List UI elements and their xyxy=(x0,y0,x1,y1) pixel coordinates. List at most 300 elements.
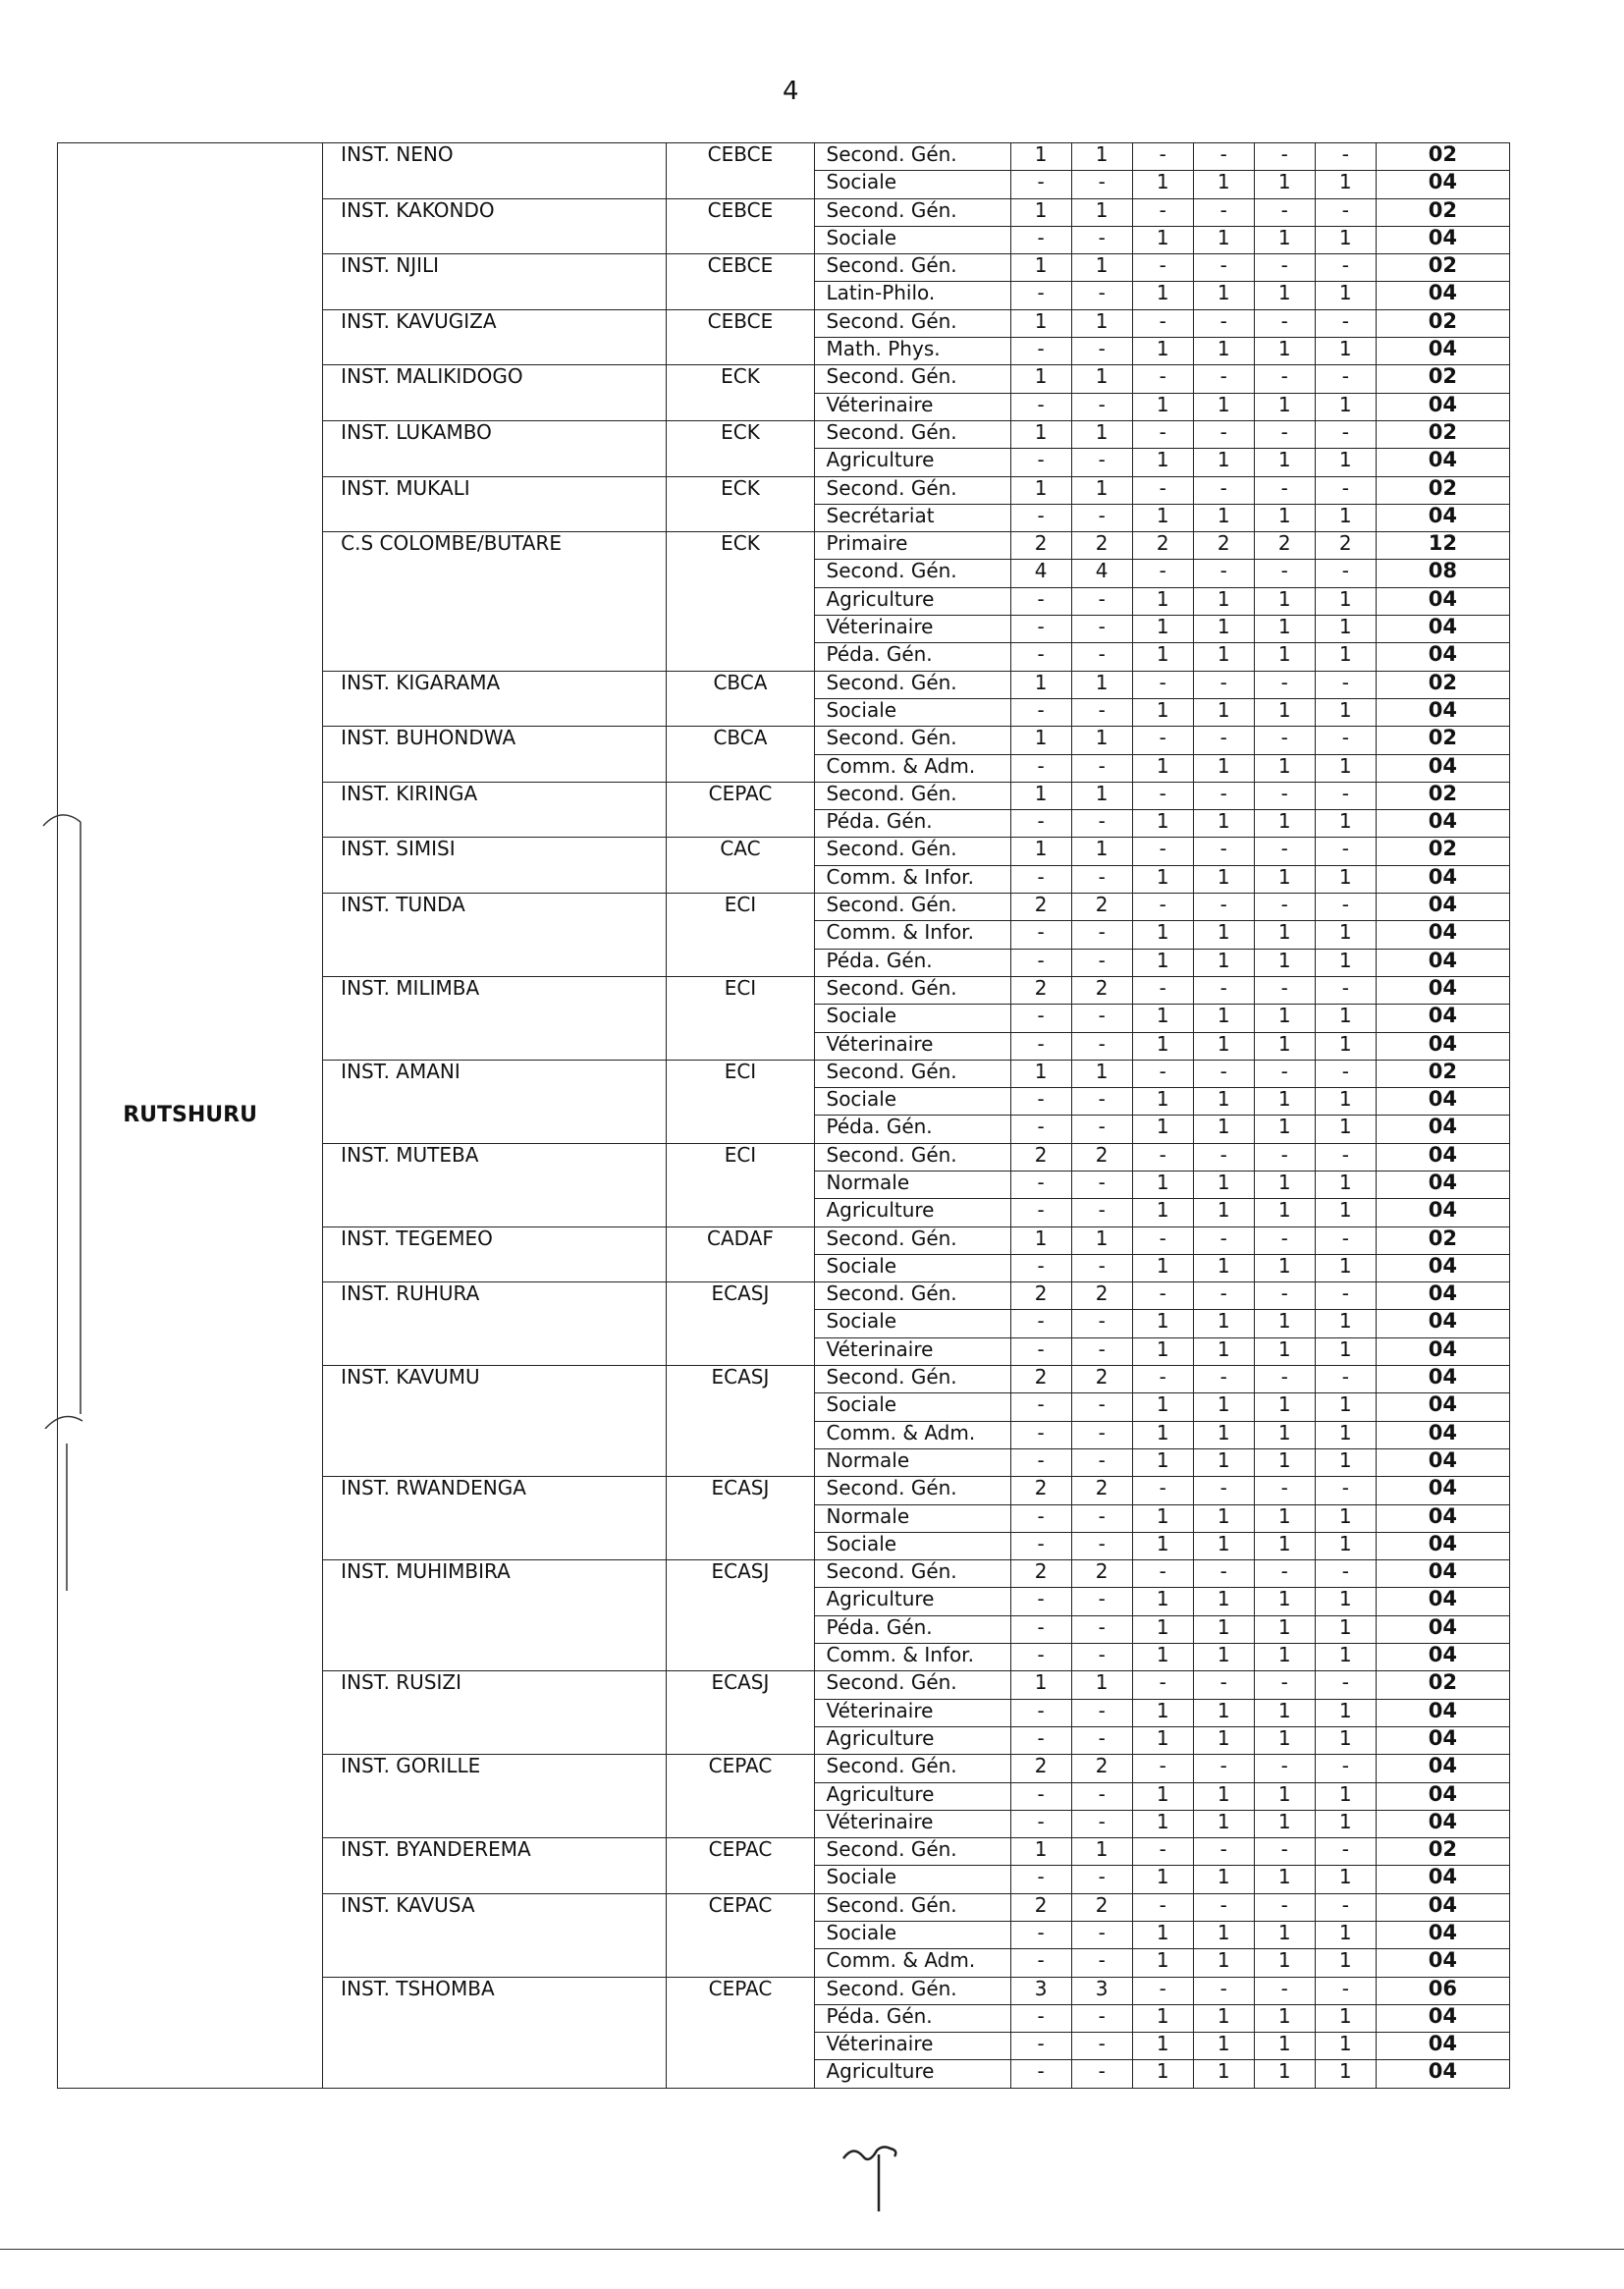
class-count-cell: 3 xyxy=(1071,1977,1132,2004)
class-count-cell: - xyxy=(1193,560,1254,587)
total-cell: 04 xyxy=(1376,1199,1509,1226)
class-count-cell: 1 xyxy=(1132,1532,1193,1559)
class-count-cell: 1 xyxy=(1254,171,1315,198)
class-count-cell: - xyxy=(1132,143,1193,171)
class-count-cell: 1 xyxy=(1254,1532,1315,1559)
class-count-cell: - xyxy=(1315,560,1376,587)
class-count-cell: - xyxy=(1254,894,1315,921)
class-count-cell: 1 xyxy=(1193,1171,1254,1198)
class-count-cell: 1 xyxy=(1071,476,1132,504)
class-count-cell: 2 xyxy=(1071,1477,1132,1504)
class-count-cell: 1 xyxy=(1315,1254,1376,1281)
class-count-cell: - xyxy=(1193,1226,1254,1254)
class-count-cell: 1 xyxy=(1010,838,1071,865)
option-cell: Péda. Gén. xyxy=(814,1615,1010,1643)
option-cell: Second. Gén. xyxy=(814,1366,1010,1393)
class-count-cell: 1 xyxy=(1315,2033,1376,2060)
class-count-cell: - xyxy=(1071,1949,1132,1977)
class-count-cell: 1 xyxy=(1132,393,1193,420)
class-count-cell: 1 xyxy=(1132,1949,1193,1977)
option-cell: Péda. Gén. xyxy=(814,949,1010,976)
class-count-cell: 1 xyxy=(1071,1060,1132,1087)
class-count-cell: 1 xyxy=(1254,1171,1315,1198)
class-count-cell: 1 xyxy=(1254,1421,1315,1448)
class-count-cell: - xyxy=(1193,1366,1254,1393)
total-cell: 04 xyxy=(1376,1032,1509,1060)
class-count-cell: 1 xyxy=(1132,1171,1193,1198)
class-count-cell: 2 xyxy=(1010,894,1071,921)
class-count-cell: - xyxy=(1010,1171,1071,1198)
class-count-cell: 1 xyxy=(1315,1088,1376,1116)
class-count-cell: - xyxy=(1193,1477,1254,1504)
class-count-cell: - xyxy=(1315,1143,1376,1171)
option-cell: Véterinaire xyxy=(814,616,1010,643)
class-count-cell: 1 xyxy=(1132,1644,1193,1671)
class-count-cell: 2 xyxy=(1071,976,1132,1004)
class-count-cell: - xyxy=(1010,393,1071,420)
option-cell: Second. Gén. xyxy=(814,894,1010,921)
class-count-cell: - xyxy=(1010,1310,1071,1337)
class-count-cell: 1 xyxy=(1193,504,1254,531)
option-cell: Péda. Gén. xyxy=(814,810,1010,838)
class-count-cell: - xyxy=(1193,143,1254,171)
class-count-cell: 1 xyxy=(1071,782,1132,809)
class-count-cell: - xyxy=(1010,1421,1071,1448)
class-count-cell: - xyxy=(1193,894,1254,921)
class-count-cell: - xyxy=(1071,865,1132,893)
class-count-cell: 1 xyxy=(1071,1226,1132,1254)
option-cell: Second. Gén. xyxy=(814,1977,1010,2004)
class-count-cell: 2 xyxy=(1132,532,1193,560)
class-count-cell: - xyxy=(1193,1560,1254,1588)
class-count-cell: - xyxy=(1071,1644,1132,1671)
school-name-cell: INST. KAVUMU xyxy=(323,1366,667,1477)
class-count-cell: 1 xyxy=(1315,1116,1376,1143)
class-count-cell: 1 xyxy=(1254,643,1315,671)
class-count-cell: - xyxy=(1315,1671,1376,1699)
class-count-cell: 1 xyxy=(1132,1199,1193,1226)
option-cell: Sociale xyxy=(814,1393,1010,1421)
class-count-cell: 2 xyxy=(1010,1477,1071,1504)
class-count-cell: - xyxy=(1132,560,1193,587)
class-count-cell: - xyxy=(1071,616,1132,643)
total-cell: 04 xyxy=(1376,643,1509,671)
territory-cell: RUTSHURU xyxy=(58,143,323,2089)
class-count-cell: - xyxy=(1254,671,1315,698)
class-count-cell: 1 xyxy=(1254,1310,1315,1337)
class-count-cell: 1 xyxy=(1193,921,1254,949)
class-count-cell: - xyxy=(1071,226,1132,253)
total-cell: 02 xyxy=(1376,671,1509,698)
class-count-cell: 1 xyxy=(1071,1838,1132,1866)
class-count-cell: - xyxy=(1132,1977,1193,2004)
class-count-cell: 1 xyxy=(1132,2033,1193,2060)
class-count-cell: - xyxy=(1071,1088,1132,1116)
option-cell: Second. Gén. xyxy=(814,1838,1010,1866)
network-cell: ECI xyxy=(667,894,814,977)
school-name-cell: INST. TUNDA xyxy=(323,894,667,977)
class-count-cell: 1 xyxy=(1193,171,1254,198)
class-count-cell: 1 xyxy=(1315,754,1376,782)
option-cell: Normale xyxy=(814,1448,1010,1476)
class-count-cell: 1 xyxy=(1071,420,1132,448)
class-count-cell: - xyxy=(1010,643,1071,671)
class-count-cell: 1 xyxy=(1315,226,1376,253)
class-count-cell: - xyxy=(1315,838,1376,865)
total-cell: 04 xyxy=(1376,1866,1509,1893)
table-row xyxy=(58,143,1510,171)
option-cell: Comm. & Adm. xyxy=(814,1949,1010,1977)
class-count-cell: 1 xyxy=(1132,1699,1193,1726)
total-cell: 04 xyxy=(1376,338,1509,365)
total-cell: 04 xyxy=(1376,1588,1509,1615)
school-name-cell: C.S COLOMBE/BUTARE xyxy=(323,532,667,671)
class-count-cell: 1 xyxy=(1315,1393,1376,1421)
class-count-cell: - xyxy=(1254,1977,1315,2004)
option-cell: Véterinaire xyxy=(814,1810,1010,1837)
option-cell: Agriculture xyxy=(814,449,1010,476)
class-count-cell: - xyxy=(1010,1393,1071,1421)
class-count-cell: 1 xyxy=(1193,338,1254,365)
class-count-cell: - xyxy=(1315,143,1376,171)
class-count-cell: - xyxy=(1071,1726,1132,1754)
class-count-cell: - xyxy=(1071,1782,1132,1810)
class-count-cell: 1 xyxy=(1315,449,1376,476)
total-cell: 04 xyxy=(1376,616,1509,643)
network-cell: ECK xyxy=(667,420,814,476)
class-count-cell: 1 xyxy=(1315,1782,1376,1810)
class-count-cell: - xyxy=(1254,560,1315,587)
class-count-cell: - xyxy=(1132,838,1193,865)
class-count-cell: 1 xyxy=(1193,226,1254,253)
class-count-cell: - xyxy=(1132,309,1193,337)
class-count-cell: - xyxy=(1315,1893,1376,1921)
class-count-cell: 1 xyxy=(1193,1615,1254,1643)
class-count-cell: - xyxy=(1132,420,1193,448)
class-count-cell: - xyxy=(1193,365,1254,393)
signature-mark xyxy=(839,2141,908,2219)
class-count-cell: 1 xyxy=(1071,727,1132,754)
class-count-cell: 1 xyxy=(1010,143,1071,171)
class-count-cell: 1 xyxy=(1254,449,1315,476)
network-cell: ECK xyxy=(667,365,814,421)
school-name-cell: INST. MUHIMBIRA xyxy=(323,1560,667,1671)
class-count-cell: - xyxy=(1132,976,1193,1004)
school-name-cell: INST. RUHURA xyxy=(323,1282,667,1366)
total-cell: 04 xyxy=(1376,1644,1509,1671)
class-count-cell: - xyxy=(1010,865,1071,893)
class-count-cell: 1 xyxy=(1315,1922,1376,1949)
school-name-cell: INST. MUKALI xyxy=(323,476,667,532)
total-cell: 04 xyxy=(1376,2033,1509,2060)
class-count-cell: 1 xyxy=(1254,1644,1315,1671)
total-cell: 02 xyxy=(1376,143,1509,171)
class-count-cell: 1 xyxy=(1010,1060,1071,1087)
class-count-cell: 1 xyxy=(1193,1199,1254,1226)
class-count-cell: 1 xyxy=(1132,171,1193,198)
class-count-cell: - xyxy=(1071,1005,1132,1032)
option-cell: Comm. & Infor. xyxy=(814,865,1010,893)
class-count-cell: - xyxy=(1254,727,1315,754)
class-count-cell: - xyxy=(1193,1977,1254,2004)
class-count-cell: - xyxy=(1010,1199,1071,1226)
class-count-cell: 4 xyxy=(1071,560,1132,587)
school-name-cell: INST. MALIKIDOGO xyxy=(323,365,667,421)
class-count-cell: 1 xyxy=(1132,1448,1193,1476)
option-cell: Second. Gén. xyxy=(814,976,1010,1004)
class-count-cell: - xyxy=(1071,2033,1132,2060)
total-cell: 02 xyxy=(1376,1060,1509,1087)
class-count-cell: 1 xyxy=(1132,1032,1193,1060)
class-count-cell: 1 xyxy=(1315,1699,1376,1726)
school-name-cell: INST. RWANDENGA xyxy=(323,1477,667,1560)
class-count-cell: - xyxy=(1193,1282,1254,1310)
class-count-cell: 2 xyxy=(1010,1560,1071,1588)
total-cell: 02 xyxy=(1376,727,1509,754)
option-cell: Second. Gén. xyxy=(814,1560,1010,1588)
class-count-cell: - xyxy=(1315,894,1376,921)
class-count-cell: 1 xyxy=(1315,1199,1376,1226)
class-count-cell: 1 xyxy=(1315,949,1376,976)
total-cell: 04 xyxy=(1376,1310,1509,1337)
class-count-cell: 1 xyxy=(1132,1866,1193,1893)
class-count-cell: 1 xyxy=(1010,1838,1071,1866)
class-count-cell: 1 xyxy=(1193,2004,1254,2032)
option-cell: Second. Gén. xyxy=(814,198,1010,226)
school-name-cell: INST. KAVUGIZA xyxy=(323,309,667,365)
total-cell: 04 xyxy=(1376,1393,1509,1421)
class-count-cell: - xyxy=(1193,309,1254,337)
school-name-cell: INST. TSHOMBA xyxy=(323,1977,667,2088)
class-count-cell: - xyxy=(1071,921,1132,949)
class-count-cell: 1 xyxy=(1254,1615,1315,1643)
class-count-cell: 1 xyxy=(1315,1532,1376,1559)
school-name-cell: INST. NENO xyxy=(323,143,667,199)
option-cell: Second. Gén. xyxy=(814,1143,1010,1171)
option-cell: Agriculture xyxy=(814,1726,1010,1754)
class-count-cell: 2 xyxy=(1071,532,1132,560)
total-cell: 04 xyxy=(1376,949,1509,976)
class-count-cell: - xyxy=(1254,309,1315,337)
class-count-cell: - xyxy=(1071,504,1132,531)
total-cell: 04 xyxy=(1376,921,1509,949)
class-count-cell: - xyxy=(1010,1949,1071,1977)
class-count-cell: 1 xyxy=(1315,921,1376,949)
class-count-cell: 1 xyxy=(1193,1949,1254,1977)
class-count-cell: - xyxy=(1071,1810,1132,1837)
network-cell: ECK xyxy=(667,532,814,671)
class-count-cell: 2 xyxy=(1071,1366,1132,1393)
option-cell: Véterinaire xyxy=(814,2033,1010,2060)
class-count-cell: - xyxy=(1254,1282,1315,1310)
total-cell: 04 xyxy=(1376,587,1509,615)
class-count-cell: 1 xyxy=(1254,1088,1315,1116)
class-count-cell: - xyxy=(1254,365,1315,393)
class-count-cell: 1 xyxy=(1132,226,1193,253)
class-count-cell: 1 xyxy=(1254,1699,1315,1726)
class-count-cell: - xyxy=(1193,476,1254,504)
option-cell: Second. Gén. xyxy=(814,1282,1010,1310)
class-count-cell: - xyxy=(1193,198,1254,226)
class-count-cell: - xyxy=(1010,1866,1071,1893)
class-count-cell: 1 xyxy=(1010,727,1071,754)
class-count-cell: 1 xyxy=(1315,1310,1376,1337)
class-count-cell: - xyxy=(1071,171,1132,198)
class-count-cell: - xyxy=(1132,894,1193,921)
total-cell: 02 xyxy=(1376,476,1509,504)
total-cell: 04 xyxy=(1376,894,1509,921)
class-count-cell: - xyxy=(1132,1560,1193,1588)
option-cell: Agriculture xyxy=(814,2060,1010,2088)
class-count-cell: - xyxy=(1254,1671,1315,1699)
class-count-cell: 1 xyxy=(1315,698,1376,726)
network-cell: CEBCE xyxy=(667,143,814,199)
class-count-cell: 1 xyxy=(1193,1116,1254,1143)
option-cell: Second. Gén. xyxy=(814,1671,1010,1699)
class-count-cell: - xyxy=(1193,1893,1254,1921)
total-cell: 04 xyxy=(1376,810,1509,838)
class-count-cell: - xyxy=(1193,1838,1254,1866)
class-count-cell: - xyxy=(1010,1588,1071,1615)
class-count-cell: 1 xyxy=(1010,1671,1071,1699)
total-cell: 02 xyxy=(1376,1226,1509,1254)
class-count-cell: 1 xyxy=(1315,1644,1376,1671)
class-count-cell: 1 xyxy=(1132,449,1193,476)
option-cell: Véterinaire xyxy=(814,1699,1010,1726)
class-count-cell: 1 xyxy=(1132,643,1193,671)
class-count-cell: 1 xyxy=(1315,1866,1376,1893)
option-cell: Second. Gén. xyxy=(814,1060,1010,1087)
class-count-cell: - xyxy=(1010,698,1071,726)
class-count-cell: 1 xyxy=(1193,2033,1254,2060)
footer-rule xyxy=(0,2249,1624,2250)
class-count-cell: - xyxy=(1254,976,1315,1004)
class-count-cell: - xyxy=(1010,449,1071,476)
class-count-cell: 1 xyxy=(1132,504,1193,531)
class-count-cell: 1 xyxy=(1193,2060,1254,2088)
class-count-cell: 2 xyxy=(1071,894,1132,921)
class-count-cell: - xyxy=(1315,1226,1376,1254)
class-count-cell: 1 xyxy=(1193,1005,1254,1032)
class-count-cell: 2 xyxy=(1071,1755,1132,1782)
school-name-cell: INST. LUKAMBO xyxy=(323,420,667,476)
class-count-cell: - xyxy=(1193,976,1254,1004)
class-count-cell: 1 xyxy=(1254,587,1315,615)
class-count-cell: 1 xyxy=(1132,1504,1193,1532)
total-cell: 02 xyxy=(1376,254,1509,282)
class-count-cell: 1 xyxy=(1010,476,1071,504)
option-cell: Péda. Gén. xyxy=(814,1116,1010,1143)
option-cell: Sociale xyxy=(814,171,1010,198)
school-name-cell: INST. KIRINGA xyxy=(323,782,667,838)
class-count-cell: - xyxy=(1254,476,1315,504)
class-count-cell: 1 xyxy=(1071,365,1132,393)
class-count-cell: 1 xyxy=(1315,1171,1376,1198)
school-name-cell: INST. KIGARAMA xyxy=(323,671,667,727)
class-count-cell: 2 xyxy=(1010,1282,1071,1310)
class-count-cell: - xyxy=(1315,671,1376,698)
total-cell: 04 xyxy=(1376,1477,1509,1504)
class-count-cell: - xyxy=(1193,1671,1254,1699)
class-count-cell: 1 xyxy=(1254,1504,1315,1532)
margin-tick-mark xyxy=(59,1444,79,1591)
class-count-cell: 1 xyxy=(1254,1949,1315,1977)
class-count-cell: - xyxy=(1010,1644,1071,1671)
option-cell: Second. Gén. xyxy=(814,476,1010,504)
class-count-cell: 1 xyxy=(1132,1337,1193,1365)
class-count-cell: 1 xyxy=(1132,754,1193,782)
class-count-cell: - xyxy=(1315,476,1376,504)
class-count-cell: - xyxy=(1071,1337,1132,1365)
network-cell: ECASJ xyxy=(667,1366,814,1477)
class-count-cell: - xyxy=(1010,226,1071,253)
class-count-cell: 1 xyxy=(1254,1393,1315,1421)
class-count-cell: 1 xyxy=(1193,587,1254,615)
network-cell: CEBCE xyxy=(667,198,814,254)
class-count-cell: - xyxy=(1071,338,1132,365)
total-cell: 04 xyxy=(1376,754,1509,782)
class-count-cell: 2 xyxy=(1071,1560,1132,1588)
class-count-cell: 1 xyxy=(1193,449,1254,476)
class-count-cell: 1 xyxy=(1132,1005,1193,1032)
class-count-cell: 1 xyxy=(1254,1337,1315,1365)
school-name-cell: INST. NJILI xyxy=(323,254,667,310)
class-count-cell: - xyxy=(1315,782,1376,809)
option-cell: Second. Gén. xyxy=(814,1226,1010,1254)
network-cell: CEBCE xyxy=(667,309,814,365)
option-cell: Sociale xyxy=(814,1005,1010,1032)
class-count-cell: - xyxy=(1071,1866,1132,1893)
class-count-cell: 1 xyxy=(1193,1922,1254,1949)
class-count-cell: - xyxy=(1010,1337,1071,1365)
class-count-cell: - xyxy=(1315,1560,1376,1588)
class-count-cell: - xyxy=(1193,838,1254,865)
total-cell: 06 xyxy=(1376,1977,1509,2004)
class-count-cell: 1 xyxy=(1315,338,1376,365)
option-cell: Secrétariat xyxy=(814,504,1010,531)
class-count-cell: - xyxy=(1193,1143,1254,1171)
option-cell: Second. Gén. xyxy=(814,309,1010,337)
total-cell: 04 xyxy=(1376,698,1509,726)
class-count-cell: - xyxy=(1132,782,1193,809)
class-count-cell: 1 xyxy=(1193,754,1254,782)
option-cell: Sociale xyxy=(814,1254,1010,1281)
class-count-cell: 1 xyxy=(1193,1810,1254,1837)
class-count-cell: - xyxy=(1010,338,1071,365)
class-count-cell: - xyxy=(1254,1755,1315,1782)
class-count-cell: - xyxy=(1071,754,1132,782)
option-cell: Agriculture xyxy=(814,587,1010,615)
option-cell: Péda. Gén. xyxy=(814,2004,1010,2032)
class-count-cell: - xyxy=(1254,1893,1315,1921)
class-count-cell: 1 xyxy=(1132,587,1193,615)
class-count-cell: 2 xyxy=(1010,1143,1071,1171)
class-count-cell: 1 xyxy=(1254,282,1315,309)
class-count-cell: - xyxy=(1010,2060,1071,2088)
class-count-cell: 1 xyxy=(1254,921,1315,949)
total-cell: 04 xyxy=(1376,393,1509,420)
class-count-cell: - xyxy=(1254,1560,1315,1588)
school-name-cell: INST. BYANDEREMA xyxy=(323,1838,667,1894)
class-count-cell: 1 xyxy=(1132,1588,1193,1615)
schools-table-body xyxy=(58,143,1510,2089)
total-cell: 04 xyxy=(1376,1005,1509,1032)
class-count-cell: 1 xyxy=(1254,1005,1315,1032)
class-count-cell: - xyxy=(1071,1199,1132,1226)
class-count-cell: 1 xyxy=(1315,1504,1376,1532)
option-cell: Comm. & Infor. xyxy=(814,1644,1010,1671)
class-count-cell: 1 xyxy=(1132,949,1193,976)
